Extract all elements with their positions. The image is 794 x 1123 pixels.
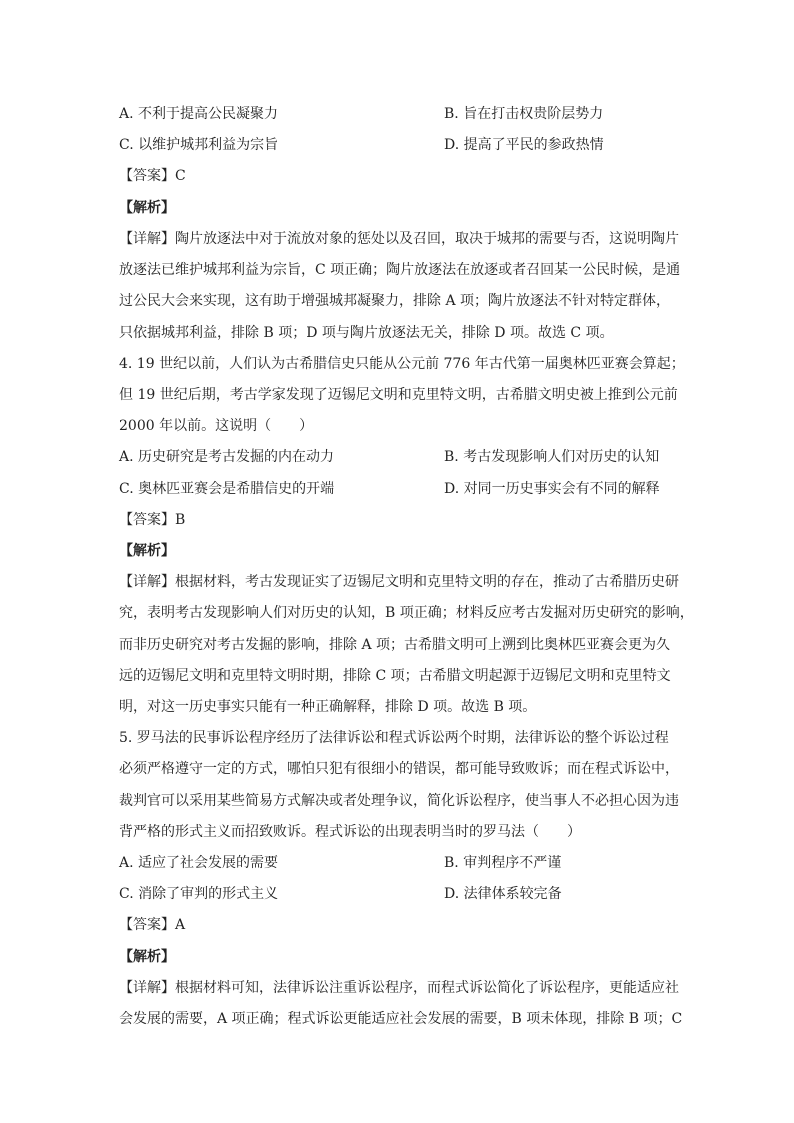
q5-option-c: C. 消除了审判的形式主义 — [119, 886, 279, 902]
q3-option-c: C. 以维护城邦利益为宗旨 — [119, 137, 279, 153]
q4-stem-line: 4. 19 世纪以前，人们认为古希腊信史只能从公元前 776 年古代第一届奥林匹亚赛会算起； — [119, 356, 685, 372]
q4-option-d: D. 对同一历史事实会有不同的解释 — [444, 481, 660, 497]
q4-option-c: C. 奥林匹亚赛会是希腊信史的开端 — [119, 481, 335, 497]
q5-option-d: D. 法律体系较完备 — [444, 886, 562, 902]
q3-detail-line: 【详解】陶片放逐法中对于流放对象的惩处以及召回，取决于城邦的需要与否，这说明陶片 — [119, 231, 679, 247]
q4-detail-line: 而非历史研究对考古发掘的影响，排除 A 项；古希腊文明可上溯到比奥林匹亚赛会更为久 — [119, 637, 671, 653]
q4-stem-line: 2000 年以前。这说明（ ） — [119, 418, 314, 434]
q4-analysis-heading: 【解析】 — [119, 543, 175, 559]
q4-detail-line: 明，对这一历史事实只能有一种正确解释，排除 D 项。故选 B 项。 — [119, 699, 537, 715]
q5-stem-line: 裁判官可以采用某些简易方式解决或者处理争议，简化诉讼程序，使当事人不必担心因为违 — [119, 793, 679, 809]
q5-stem-line: 5. 罗马法的民事诉讼程序经历了法律诉讼和程式诉讼两个时期，法律诉讼的整个诉讼过程 — [119, 730, 669, 746]
q5-stem-line: 必须严格遵守一定的方式，哪怕只犯有很细小的错误，都可能导致败诉；而在程式诉讼中， — [119, 761, 679, 777]
q3-answer: 【答案】C — [119, 168, 186, 184]
q3-detail-line: 放逐法已维护城邦利益为宗旨，C 项正确；陶片放逐法在放逐或者召回某一公民时候，是通 — [119, 262, 681, 278]
q3-option-a: A. 不利于提高公民凝聚力 — [119, 106, 279, 122]
q4-detail-line: 【详解】根据材料，考古发现证实了迈锡尼文明和克里特文明的存在，推动了古希腊历史研 — [119, 574, 679, 590]
q4-answer: 【答案】B — [119, 512, 186, 528]
q5-detail-line: 【详解】根据材料可知，法律诉讼注重诉讼程序，而程式诉讼简化了诉讼程序，更能适应社 — [119, 980, 679, 996]
q4-option-b: B. 考古发现影响人们对历史的认知 — [444, 449, 660, 465]
q3-option-b: B. 旨在打击权贵阶层势力 — [444, 106, 604, 122]
q5-stem-line: 背严格的形式主义而招致败诉。程式诉讼的出现表明当时的罗马法（ ） — [119, 824, 581, 840]
q3-detail-line: 过公民大会来实现，这有助于增强城邦凝聚力，排除 A 项；陶片放逐法不针对特定群体， — [119, 293, 671, 309]
q3-detail-line: 只依据城邦利益，排除 B 项；D 项与陶片放逐法无关，排除 D 项。故选 C 项。 — [119, 325, 614, 341]
q5-answer: 【答案】A — [119, 917, 186, 933]
q5-analysis-heading: 【解析】 — [119, 949, 175, 965]
q5-option-a: A. 适应了社会发展的需要 — [119, 855, 279, 871]
q4-detail-line: 远的迈锡尼文明和克里特文明时期，排除 C 项；古希腊文明起源于迈锡尼文明和克里特文 — [119, 668, 671, 684]
q4-option-a: A. 历史研究是考古发掘的内在动力 — [119, 449, 335, 465]
q3-analysis-heading: 【解析】 — [119, 200, 175, 216]
q3-option-d: D. 提高了平民的参政热情 — [444, 137, 604, 153]
q4-detail-line: 究，表明考古发现影响人们对历史的认知，B 项正确；材料反应考古发掘对历史研究的影响， — [119, 605, 694, 621]
q4-stem-line: 但 19 世纪后期，考古学家发现了迈锡尼文明和克里特文明，古希腊文明史被上推到公元前 — [119, 387, 678, 403]
q5-option-b: B. 审判程序不严谨 — [444, 855, 562, 871]
q5-detail-line: 会发展的需要，A 项正确；程式诉讼更能适应社会发展的需要，B 项未体现，排除 B 项；C — [119, 1011, 683, 1027]
